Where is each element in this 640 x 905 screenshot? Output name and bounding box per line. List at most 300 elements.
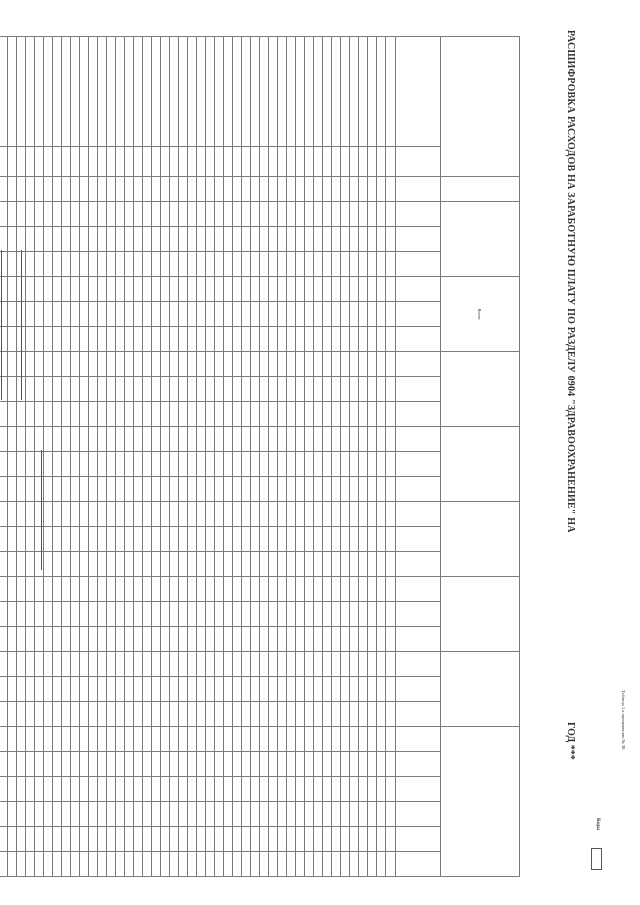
value-cell[interactable] bbox=[260, 552, 269, 577]
value-cell[interactable] bbox=[26, 702, 35, 727]
value-cell[interactable] bbox=[17, 502, 26, 527]
value-cell[interactable] bbox=[233, 177, 242, 202]
value-cell[interactable] bbox=[26, 827, 35, 852]
value-cell[interactable] bbox=[170, 327, 179, 352]
value-cell[interactable] bbox=[143, 677, 152, 702]
value-cell[interactable] bbox=[161, 527, 170, 552]
value-cell[interactable] bbox=[17, 477, 26, 502]
value-cell[interactable] bbox=[305, 702, 314, 727]
value-cell[interactable] bbox=[269, 302, 278, 327]
value-cell[interactable] bbox=[188, 727, 197, 752]
value-cell[interactable] bbox=[143, 802, 152, 827]
value-cell[interactable] bbox=[314, 552, 323, 577]
value-cell[interactable] bbox=[251, 502, 260, 527]
value-cell[interactable] bbox=[269, 427, 278, 452]
value-cell[interactable] bbox=[152, 502, 161, 527]
value-cell[interactable] bbox=[278, 777, 287, 802]
value-cell[interactable] bbox=[332, 177, 341, 202]
value-cell[interactable] bbox=[323, 627, 332, 652]
value-cell[interactable] bbox=[188, 527, 197, 552]
value-cell[interactable] bbox=[35, 402, 44, 427]
value-cell[interactable] bbox=[287, 227, 296, 252]
value-cell[interactable] bbox=[278, 147, 287, 177]
value-cell[interactable] bbox=[224, 227, 233, 252]
value-cell[interactable] bbox=[116, 177, 125, 202]
value-cell[interactable] bbox=[341, 527, 350, 552]
value-cell[interactable] bbox=[332, 627, 341, 652]
value-cell[interactable] bbox=[296, 352, 305, 377]
value-cell[interactable] bbox=[206, 452, 215, 477]
value-cell[interactable] bbox=[269, 627, 278, 652]
value-cell[interactable] bbox=[206, 602, 215, 627]
value-cell[interactable] bbox=[98, 727, 107, 752]
value-cell[interactable] bbox=[287, 777, 296, 802]
value-cell[interactable] bbox=[152, 527, 161, 552]
value-cell[interactable] bbox=[80, 702, 89, 727]
value-cell[interactable] bbox=[368, 852, 377, 877]
value-cell[interactable] bbox=[341, 577, 350, 602]
value-cell[interactable] bbox=[233, 502, 242, 527]
value-cell[interactable] bbox=[80, 427, 89, 452]
value-cell[interactable] bbox=[125, 252, 134, 277]
value-cell[interactable] bbox=[242, 252, 251, 277]
value-cell[interactable] bbox=[206, 352, 215, 377]
value-cell[interactable] bbox=[125, 277, 134, 302]
value-cell[interactable] bbox=[152, 777, 161, 802]
value-cell[interactable] bbox=[350, 727, 359, 752]
value-cell[interactable] bbox=[314, 147, 323, 177]
value-cell[interactable] bbox=[152, 202, 161, 227]
value-cell[interactable] bbox=[62, 277, 71, 302]
value-cell[interactable] bbox=[8, 502, 17, 527]
value-cell[interactable] bbox=[206, 327, 215, 352]
value-cell[interactable] bbox=[98, 777, 107, 802]
value-cell[interactable] bbox=[107, 827, 116, 852]
value-cell[interactable] bbox=[206, 652, 215, 677]
value-cell[interactable] bbox=[296, 502, 305, 527]
value-cell[interactable] bbox=[332, 602, 341, 627]
value-cell[interactable] bbox=[323, 802, 332, 827]
value-cell[interactable] bbox=[0, 702, 8, 727]
value-cell[interactable] bbox=[125, 752, 134, 777]
value-cell[interactable] bbox=[116, 277, 125, 302]
value-cell[interactable] bbox=[53, 552, 62, 577]
value-cell[interactable] bbox=[98, 527, 107, 552]
value-cell[interactable] bbox=[233, 302, 242, 327]
value-cell[interactable] bbox=[368, 552, 377, 577]
value-cell[interactable] bbox=[188, 752, 197, 777]
value-cell[interactable] bbox=[26, 177, 35, 202]
value-cell[interactable] bbox=[143, 352, 152, 377]
value-cell[interactable] bbox=[314, 577, 323, 602]
value-cell[interactable] bbox=[341, 827, 350, 852]
value-cell[interactable] bbox=[305, 202, 314, 227]
value-cell[interactable] bbox=[107, 477, 116, 502]
value-cell[interactable] bbox=[269, 602, 278, 627]
value-cell[interactable] bbox=[71, 802, 80, 827]
value-cell[interactable] bbox=[107, 352, 116, 377]
value-cell[interactable] bbox=[260, 177, 269, 202]
value-cell[interactable] bbox=[341, 652, 350, 677]
value-cell[interactable] bbox=[323, 527, 332, 552]
value-cell[interactable] bbox=[233, 602, 242, 627]
value-cell[interactable] bbox=[98, 627, 107, 652]
value-cell[interactable] bbox=[269, 727, 278, 752]
value-cell[interactable] bbox=[152, 752, 161, 777]
value-cell[interactable] bbox=[71, 702, 80, 727]
value-cell[interactable] bbox=[350, 627, 359, 652]
value-cell[interactable] bbox=[161, 302, 170, 327]
value-cell[interactable] bbox=[206, 702, 215, 727]
value-cell[interactable] bbox=[368, 777, 377, 802]
value-cell[interactable] bbox=[179, 502, 188, 527]
value-cell[interactable] bbox=[161, 327, 170, 352]
value-cell[interactable] bbox=[314, 602, 323, 627]
value-cell[interactable] bbox=[242, 652, 251, 677]
value-cell[interactable] bbox=[53, 752, 62, 777]
value-cell[interactable] bbox=[215, 727, 224, 752]
value-cell[interactable] bbox=[71, 452, 80, 477]
value-cell[interactable] bbox=[26, 602, 35, 627]
value-cell[interactable] bbox=[251, 177, 260, 202]
value-cell[interactable] bbox=[152, 852, 161, 877]
value-cell[interactable] bbox=[143, 577, 152, 602]
value-cell[interactable] bbox=[188, 227, 197, 252]
value-cell[interactable] bbox=[116, 302, 125, 327]
value-cell[interactable] bbox=[224, 277, 233, 302]
value-cell[interactable] bbox=[44, 302, 53, 327]
value-cell[interactable] bbox=[170, 702, 179, 727]
value-cell[interactable] bbox=[179, 677, 188, 702]
value-cell[interactable] bbox=[368, 452, 377, 477]
value-cell[interactable] bbox=[134, 302, 143, 327]
value-cell[interactable] bbox=[125, 352, 134, 377]
value-cell[interactable] bbox=[269, 577, 278, 602]
value-cell[interactable] bbox=[26, 427, 35, 452]
value-cell[interactable] bbox=[89, 202, 98, 227]
value-cell[interactable] bbox=[359, 402, 368, 427]
value-cell[interactable] bbox=[350, 277, 359, 302]
value-cell[interactable] bbox=[242, 552, 251, 577]
value-cell[interactable] bbox=[26, 627, 35, 652]
value-cell[interactable] bbox=[89, 477, 98, 502]
value-cell[interactable] bbox=[71, 827, 80, 852]
value-cell[interactable] bbox=[296, 777, 305, 802]
value-cell[interactable] bbox=[287, 177, 296, 202]
value-cell[interactable] bbox=[233, 202, 242, 227]
value-cell[interactable] bbox=[251, 677, 260, 702]
value-cell[interactable] bbox=[134, 827, 143, 852]
value-cell[interactable] bbox=[188, 777, 197, 802]
value-cell[interactable] bbox=[323, 147, 332, 177]
value-cell[interactable] bbox=[53, 502, 62, 527]
value-cell[interactable] bbox=[71, 177, 80, 202]
value-cell[interactable] bbox=[323, 852, 332, 877]
value-cell[interactable] bbox=[224, 777, 233, 802]
value-cell[interactable] bbox=[188, 477, 197, 502]
value-cell[interactable] bbox=[62, 852, 71, 877]
value-cell[interactable] bbox=[107, 652, 116, 677]
value-cell[interactable] bbox=[215, 452, 224, 477]
value-cell[interactable] bbox=[206, 277, 215, 302]
value-cell[interactable] bbox=[161, 702, 170, 727]
value-cell[interactable] bbox=[377, 727, 386, 752]
value-cell[interactable] bbox=[350, 802, 359, 827]
value-cell[interactable] bbox=[125, 727, 134, 752]
value-cell[interactable] bbox=[296, 377, 305, 402]
value-cell[interactable] bbox=[107, 802, 116, 827]
value-cell[interactable] bbox=[215, 177, 224, 202]
value-cell[interactable] bbox=[89, 277, 98, 302]
value-cell[interactable] bbox=[8, 752, 17, 777]
value-cell[interactable] bbox=[224, 527, 233, 552]
value-cell[interactable] bbox=[134, 552, 143, 577]
value-cell[interactable] bbox=[62, 577, 71, 602]
value-cell[interactable] bbox=[0, 827, 8, 852]
value-cell[interactable] bbox=[53, 527, 62, 552]
value-cell[interactable] bbox=[197, 602, 206, 627]
value-cell[interactable] bbox=[296, 427, 305, 452]
value-cell[interactable] bbox=[305, 652, 314, 677]
value-cell[interactable] bbox=[0, 177, 8, 202]
value-cell[interactable] bbox=[314, 827, 323, 852]
value-cell[interactable] bbox=[44, 327, 53, 352]
value-cell[interactable] bbox=[26, 752, 35, 777]
value-cell[interactable] bbox=[332, 252, 341, 277]
value-cell[interactable] bbox=[44, 627, 53, 652]
value-cell[interactable] bbox=[269, 252, 278, 277]
value-cell[interactable] bbox=[188, 577, 197, 602]
value-cell[interactable] bbox=[89, 777, 98, 802]
value-cell[interactable] bbox=[278, 852, 287, 877]
value-cell[interactable] bbox=[53, 377, 62, 402]
value-cell[interactable] bbox=[134, 427, 143, 452]
value-cell[interactable] bbox=[251, 577, 260, 602]
value-cell[interactable] bbox=[71, 677, 80, 702]
value-cell[interactable] bbox=[116, 452, 125, 477]
value-cell[interactable] bbox=[359, 427, 368, 452]
value-cell[interactable] bbox=[0, 677, 8, 702]
value-cell[interactable] bbox=[89, 427, 98, 452]
value-cell[interactable] bbox=[332, 577, 341, 602]
value-cell[interactable] bbox=[134, 327, 143, 352]
value-cell[interactable] bbox=[134, 602, 143, 627]
value-cell[interactable] bbox=[368, 202, 377, 227]
value-cell[interactable] bbox=[89, 252, 98, 277]
value-cell[interactable] bbox=[260, 527, 269, 552]
value-cell[interactable] bbox=[305, 177, 314, 202]
value-cell[interactable] bbox=[188, 602, 197, 627]
value-cell[interactable] bbox=[242, 202, 251, 227]
value-cell[interactable] bbox=[368, 327, 377, 352]
value-cell[interactable] bbox=[287, 752, 296, 777]
value-cell[interactable] bbox=[251, 452, 260, 477]
value-cell[interactable] bbox=[152, 652, 161, 677]
value-cell[interactable] bbox=[98, 852, 107, 877]
value-cell[interactable] bbox=[17, 777, 26, 802]
value-cell[interactable] bbox=[368, 477, 377, 502]
value-cell[interactable] bbox=[215, 252, 224, 277]
value-cell[interactable] bbox=[143, 627, 152, 652]
value-cell[interactable] bbox=[206, 502, 215, 527]
value-cell[interactable] bbox=[233, 652, 242, 677]
value-cell[interactable] bbox=[242, 852, 251, 877]
value-cell[interactable] bbox=[170, 827, 179, 852]
value-cell[interactable] bbox=[44, 752, 53, 777]
value-cell[interactable] bbox=[161, 827, 170, 852]
value-cell[interactable] bbox=[71, 477, 80, 502]
value-cell[interactable] bbox=[80, 852, 89, 877]
value-cell[interactable] bbox=[8, 452, 17, 477]
value-cell[interactable] bbox=[44, 677, 53, 702]
value-cell[interactable] bbox=[287, 827, 296, 852]
value-cell[interactable] bbox=[323, 302, 332, 327]
value-cell[interactable] bbox=[80, 827, 89, 852]
value-cell[interactable] bbox=[143, 477, 152, 502]
value-cell[interactable] bbox=[179, 652, 188, 677]
value-cell[interactable] bbox=[35, 852, 44, 877]
value-cell[interactable] bbox=[314, 677, 323, 702]
value-cell[interactable] bbox=[260, 702, 269, 727]
value-cell[interactable] bbox=[377, 802, 386, 827]
value-cell[interactable] bbox=[188, 177, 197, 202]
value-cell[interactable] bbox=[332, 652, 341, 677]
value-cell[interactable] bbox=[260, 327, 269, 352]
value-cell[interactable] bbox=[134, 627, 143, 652]
value-cell[interactable] bbox=[17, 427, 26, 452]
value-cell[interactable] bbox=[98, 752, 107, 777]
value-cell[interactable] bbox=[71, 227, 80, 252]
value-cell[interactable] bbox=[224, 552, 233, 577]
value-cell[interactable] bbox=[377, 452, 386, 477]
value-cell[interactable] bbox=[188, 202, 197, 227]
value-cell[interactable] bbox=[170, 452, 179, 477]
value-cell[interactable] bbox=[305, 147, 314, 177]
value-cell[interactable] bbox=[161, 252, 170, 277]
value-cell[interactable] bbox=[242, 477, 251, 502]
value-cell[interactable] bbox=[314, 352, 323, 377]
value-cell[interactable] bbox=[143, 527, 152, 552]
value-cell[interactable] bbox=[233, 452, 242, 477]
value-cell[interactable] bbox=[179, 402, 188, 427]
value-cell[interactable] bbox=[377, 477, 386, 502]
value-cell[interactable] bbox=[188, 402, 197, 427]
value-cell[interactable] bbox=[260, 577, 269, 602]
value-cell[interactable] bbox=[26, 452, 35, 477]
value-cell[interactable] bbox=[359, 147, 368, 177]
value-cell[interactable] bbox=[35, 752, 44, 777]
value-cell[interactable] bbox=[8, 552, 17, 577]
value-cell[interactable] bbox=[116, 677, 125, 702]
value-cell[interactable] bbox=[116, 427, 125, 452]
value-cell[interactable] bbox=[17, 652, 26, 677]
value-cell[interactable] bbox=[107, 727, 116, 752]
value-cell[interactable] bbox=[53, 227, 62, 252]
value-cell[interactable] bbox=[224, 427, 233, 452]
value-cell[interactable] bbox=[359, 527, 368, 552]
value-cell[interactable] bbox=[89, 627, 98, 652]
value-cell[interactable] bbox=[152, 427, 161, 452]
value-cell[interactable] bbox=[89, 177, 98, 202]
value-cell[interactable] bbox=[89, 452, 98, 477]
value-cell[interactable] bbox=[62, 477, 71, 502]
value-cell[interactable] bbox=[377, 277, 386, 302]
value-cell[interactable] bbox=[224, 702, 233, 727]
value-cell[interactable] bbox=[62, 502, 71, 527]
value-cell[interactable] bbox=[0, 502, 8, 527]
value-cell[interactable] bbox=[323, 727, 332, 752]
value-cell[interactable] bbox=[206, 252, 215, 277]
value-cell[interactable] bbox=[17, 802, 26, 827]
value-cell[interactable] bbox=[323, 552, 332, 577]
value-cell[interactable] bbox=[377, 327, 386, 352]
value-cell[interactable] bbox=[17, 827, 26, 852]
value-cell[interactable] bbox=[134, 252, 143, 277]
value-cell[interactable] bbox=[53, 827, 62, 852]
value-cell[interactable] bbox=[359, 177, 368, 202]
value-cell[interactable] bbox=[287, 702, 296, 727]
value-cell[interactable] bbox=[341, 452, 350, 477]
value-cell[interactable] bbox=[332, 752, 341, 777]
value-cell[interactable] bbox=[359, 552, 368, 577]
value-cell[interactable] bbox=[71, 202, 80, 227]
value-cell[interactable] bbox=[233, 327, 242, 352]
value-cell[interactable] bbox=[53, 702, 62, 727]
value-cell[interactable] bbox=[332, 802, 341, 827]
value-cell[interactable] bbox=[188, 252, 197, 277]
value-cell[interactable] bbox=[350, 302, 359, 327]
value-cell[interactable] bbox=[233, 377, 242, 402]
value-cell[interactable] bbox=[143, 777, 152, 802]
value-cell[interactable] bbox=[278, 227, 287, 252]
value-cell[interactable] bbox=[71, 377, 80, 402]
value-cell[interactable] bbox=[35, 302, 44, 327]
value-cell[interactable] bbox=[8, 577, 17, 602]
value-cell[interactable] bbox=[197, 202, 206, 227]
value-cell[interactable] bbox=[152, 677, 161, 702]
value-cell[interactable] bbox=[80, 327, 89, 352]
value-cell[interactable] bbox=[62, 727, 71, 752]
value-cell[interactable] bbox=[251, 702, 260, 727]
value-cell[interactable] bbox=[71, 352, 80, 377]
value-cell[interactable] bbox=[278, 252, 287, 277]
value-cell[interactable] bbox=[8, 802, 17, 827]
value-cell[interactable] bbox=[359, 377, 368, 402]
value-cell[interactable] bbox=[368, 302, 377, 327]
value-cell[interactable] bbox=[359, 352, 368, 377]
value-cell[interactable] bbox=[152, 602, 161, 627]
value-cell[interactable] bbox=[305, 277, 314, 302]
value-cell[interactable] bbox=[80, 577, 89, 602]
value-cell[interactable] bbox=[8, 377, 17, 402]
value-cell[interactable] bbox=[26, 677, 35, 702]
value-cell[interactable] bbox=[242, 452, 251, 477]
value-cell[interactable] bbox=[206, 552, 215, 577]
value-cell[interactable] bbox=[341, 552, 350, 577]
value-cell[interactable] bbox=[62, 352, 71, 377]
value-cell[interactable] bbox=[278, 427, 287, 452]
value-cell[interactable] bbox=[107, 327, 116, 352]
value-cell[interactable] bbox=[152, 352, 161, 377]
value-cell[interactable] bbox=[89, 527, 98, 552]
value-cell[interactable] bbox=[44, 727, 53, 752]
value-cell[interactable] bbox=[278, 802, 287, 827]
value-cell[interactable] bbox=[206, 827, 215, 852]
value-cell[interactable] bbox=[98, 352, 107, 377]
value-cell[interactable] bbox=[215, 477, 224, 502]
value-cell[interactable] bbox=[206, 777, 215, 802]
value-cell[interactable] bbox=[89, 802, 98, 827]
